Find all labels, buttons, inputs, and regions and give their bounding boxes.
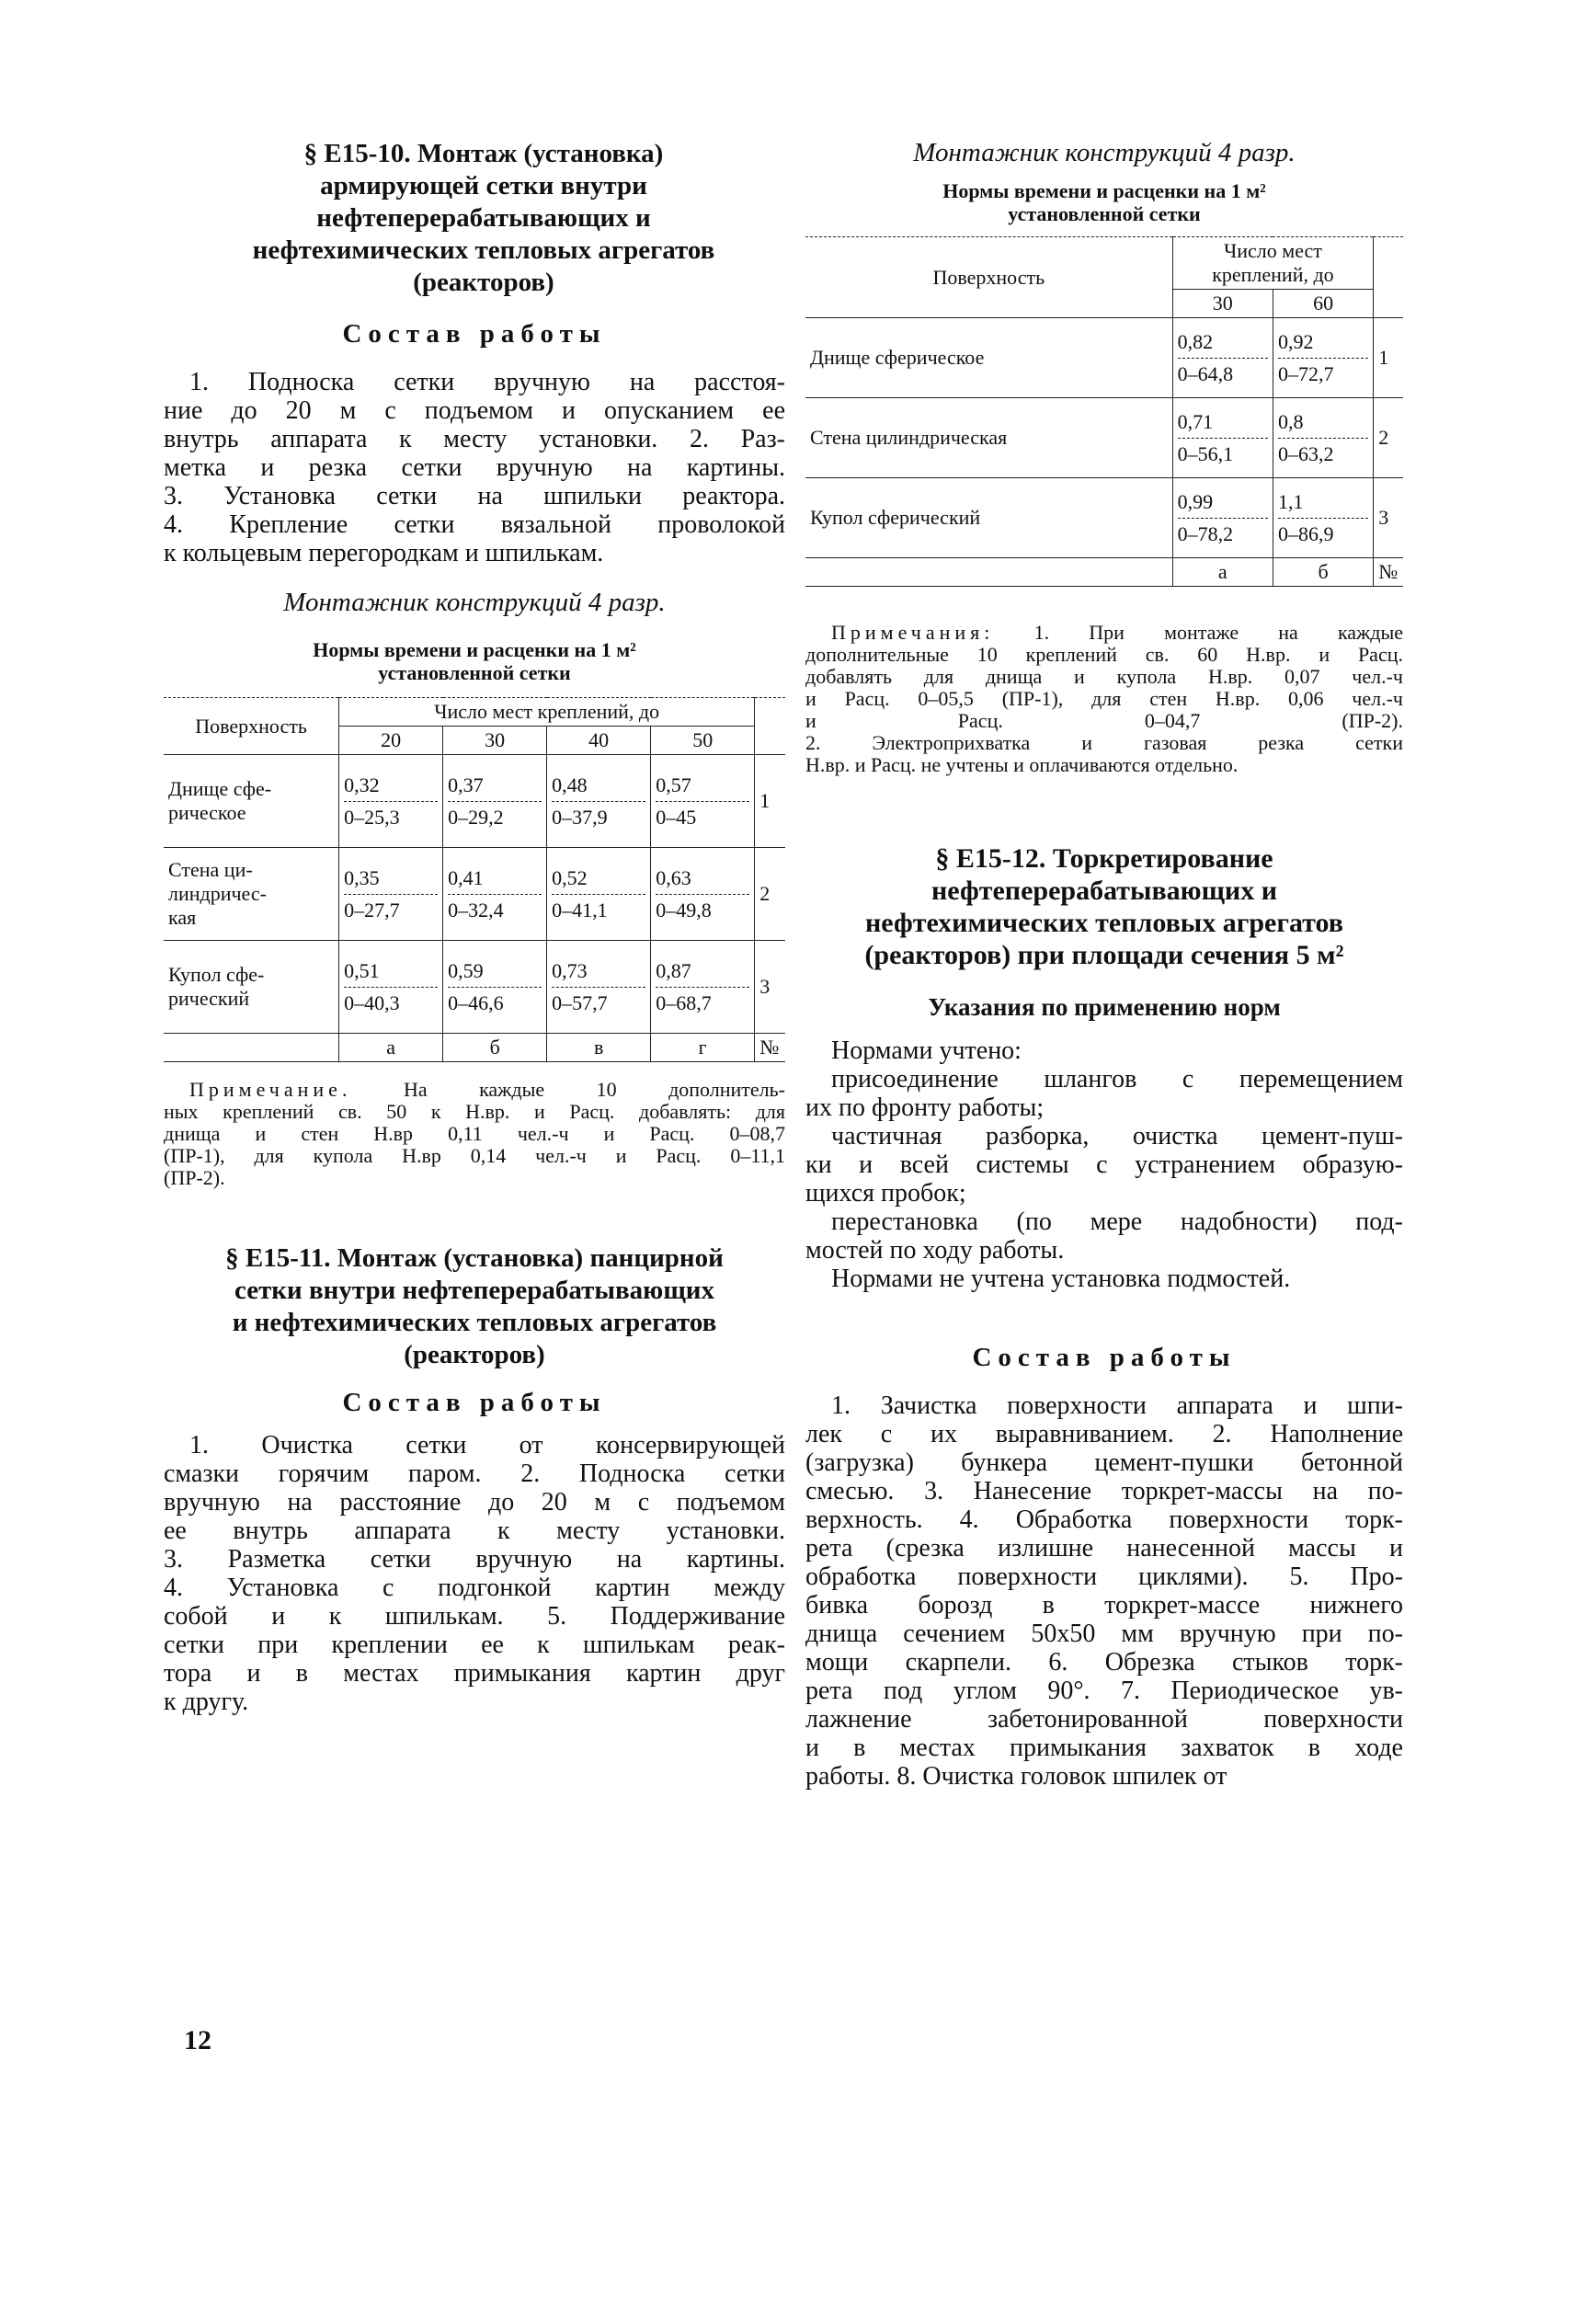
norms-table (805, 236, 1403, 587)
footer-number-sign: № (1374, 558, 1403, 587)
time-norm: 0,32 (344, 773, 380, 796)
text-line: нефтехимических тепловых агрегатов (865, 908, 1343, 938)
text-line: и Расц. 0–04,7 (ПР-2). (805, 709, 1403, 732)
value-cell (339, 941, 443, 1034)
header-col: 30 (443, 727, 547, 755)
text-line: и нефтехимических тепловых агрегатов (232, 1308, 717, 1337)
note-line (164, 1079, 785, 1101)
table-row (164, 848, 785, 941)
rate: 0–72,7 (1278, 358, 1368, 386)
table-row (805, 478, 1403, 558)
section-e15-12-sostav-heading: Состав работы (972, 1343, 1237, 1372)
text-line: (загрузка) бункера цемент-пушки бетонной (805, 1448, 1403, 1477)
rate: 0–41,1 (552, 894, 645, 922)
row-surface-name: Стена ци- линдричес- кая (164, 848, 339, 941)
text-line: сетки внутри нефтеперерабатывающих (234, 1276, 715, 1305)
section-e15-10-worker: Монтажник конструкций 4 разр. (283, 588, 666, 617)
text-line: рета (срезка излишне нанесенной массы и (805, 1534, 1403, 1563)
row-number: 1 (755, 755, 785, 848)
norms-table (164, 697, 785, 1062)
section-e15-12-work-text (805, 1391, 1403, 1791)
text-line: сетки при креплении ее к шпилькам реак- (164, 1631, 785, 1659)
time-norm: 1,1 (1277, 489, 1304, 513)
value-cell (1172, 478, 1273, 558)
time-norm: 0,92 (1277, 329, 1314, 353)
value-fraction (552, 866, 645, 922)
header-surface: Поверхность (805, 237, 1172, 318)
section-e15-10-work-text (164, 368, 785, 567)
text-line: собой и к шпилькам. 5. Поддерживание (164, 1602, 785, 1631)
table-row (164, 755, 785, 848)
row-number: 2 (755, 848, 785, 941)
text-line: нефтехимических тепловых агрегатов (252, 235, 715, 265)
text-line: (реакторов) (413, 268, 554, 297)
row-surface-name: Днище сфе- рическое (164, 755, 339, 848)
text-line: и в местах примыкания захваток в ходе (805, 1734, 1403, 1762)
text-line: 1. Подноска сетки вручную на расстоя- (189, 368, 785, 396)
section-e15-10-sostav-heading: Состав работы (342, 319, 607, 349)
value-fraction (344, 866, 438, 922)
value-cell (651, 848, 755, 941)
value-cell (1172, 318, 1273, 398)
text-line: Нормы времени и расценки на 1 м² (313, 638, 636, 661)
text-line: § Е15-12. Торкретирование (935, 843, 1273, 874)
table-e15-11 (805, 236, 1403, 587)
row-number: 2 (1374, 398, 1403, 478)
footer-col-letter: а (1172, 558, 1273, 587)
text-line: дополнительные 10 креплений св. 60 Н.вр. и Расц. (805, 643, 1403, 666)
text-line: ных креплений св. 50 к Н.вр. и Расц. добавлять: для (164, 1100, 785, 1123)
value-fraction (448, 959, 542, 1015)
section-e15-10-norms-heading (164, 638, 785, 684)
text-line: Нормы времени и расценки на 1 м² (942, 179, 1266, 202)
text-line: к другу. (164, 1688, 249, 1716)
text-line: 4. Крепление сетки вязальной проволокой (164, 510, 785, 539)
row-surface-name: Купол сфе- рический (164, 941, 339, 1034)
note-first-text: 1. При монтаже на каждые (1033, 621, 1404, 644)
header-fastenings-count: Число мест креплений, до (1172, 237, 1374, 290)
text-line: обработка поверхности циклями). 5. Про- (805, 1563, 1403, 1591)
rate: 0–32,4 (448, 894, 542, 922)
time-norm: 0,87 (656, 958, 691, 982)
text-line: 1. Очистка сетки от консервирующей (189, 1431, 785, 1460)
section-e15-11-title (164, 1242, 785, 1371)
text-line: днища и стен Н.вр 0,11 чел.-ч и Расц. 0–08,7 (164, 1122, 785, 1145)
time-norm: 0,71 (1177, 409, 1214, 433)
footer-col-letter: б (443, 1034, 547, 1062)
value-fraction (1278, 330, 1368, 386)
rate: 0–57,7 (552, 987, 645, 1015)
value-cell (547, 941, 651, 1034)
value-fraction (448, 773, 542, 830)
value-cell (651, 941, 755, 1034)
value-fraction (1178, 330, 1268, 386)
text-line: нефтеперерабатывающих и (316, 203, 651, 233)
rate: 0–64,8 (1178, 358, 1268, 386)
table-row (164, 941, 785, 1034)
instruction-line: перестановка (по мере надобности) под- (831, 1208, 1403, 1236)
left-column (164, 138, 785, 1716)
text-line: верхность. 4. Обработка поверхности торк- (805, 1505, 1403, 1534)
instruction-line: Нормами не учтена установка подмостей. (831, 1265, 1291, 1293)
value-cell (651, 755, 755, 848)
value-cell (339, 755, 443, 848)
page-number: 12 (184, 2025, 211, 2055)
value-fraction (1278, 410, 1368, 466)
text-line: (ПР-1), для купола Н.вр 0,14 чел.-ч и Расц. 0–11,1 (164, 1144, 785, 1167)
instruction-line: мостей по ходу работы. (805, 1236, 1065, 1265)
rate: 0–37,9 (552, 801, 645, 830)
section-e15-11-worker: Монтажник конструкций 4 разр. (913, 138, 1296, 167)
time-norm: 0,59 (448, 958, 484, 982)
value-cell (1172, 398, 1273, 478)
text-line: установленной сетки (378, 661, 571, 684)
table-row (805, 318, 1403, 398)
note-rest (164, 1101, 785, 1189)
row-number: 1 (1374, 318, 1403, 398)
text-line: Н.вр. и Расц. не учтены и оплачиваются отдельно. (805, 753, 1239, 776)
value-fraction (1178, 490, 1268, 546)
time-norm: 0,52 (552, 865, 588, 889)
instruction-line: Нормами учтено: (831, 1036, 1022, 1065)
value-fraction (552, 773, 645, 830)
note-label: Примечание. (189, 1078, 352, 1101)
value-cell (443, 755, 547, 848)
time-norm: 0,73 (552, 958, 588, 982)
text-line: 2. Электроприхватка и газовая резка сетки (805, 731, 1403, 754)
time-norm: 0,99 (1177, 489, 1214, 513)
value-fraction (656, 866, 749, 922)
table-e15-10 (164, 697, 785, 1062)
header-fastenings-count: Число мест креплений, до (339, 698, 755, 727)
right-column (805, 138, 1403, 1791)
row-surface-name: Днище сферическое (805, 318, 1172, 398)
instruction-line: щихся пробок; (805, 1179, 966, 1208)
row-number: 3 (755, 941, 785, 1034)
row-surface-name: Стена цилиндрическая (805, 398, 1172, 478)
text-line: лажнение забетонированной поверхности (805, 1705, 1403, 1734)
header-number-col (755, 698, 785, 755)
note-line (805, 622, 1403, 644)
time-norm: 0,63 (656, 865, 691, 889)
text-line: рета под углом 90°. 7. Периодическое ув- (805, 1677, 1403, 1705)
footer-col-letter: а (339, 1034, 443, 1062)
section-e15-12-instructions (805, 1036, 1403, 1293)
text-line: вручную на расстояние до 20 м с подъемом (164, 1488, 785, 1517)
instruction-line: ки и всей системы с устранением образую- (805, 1151, 1403, 1179)
value-fraction (1278, 490, 1368, 546)
value-fraction (656, 959, 749, 1015)
instruction-line: частичная разборка, очистка цемент-пуш- (831, 1122, 1403, 1151)
text-line: и Расц. 0–05,5 (ПР-1), для стен Н.вр. 0,06 чел.-ч (805, 687, 1403, 710)
footer-col-letter: в (547, 1034, 651, 1062)
text-line: мощи скарпели. 6. Обрезка стыков торк- (805, 1648, 1403, 1677)
value-fraction (656, 773, 749, 830)
text-line: § Е15-10. Монтаж (установка) (303, 139, 664, 168)
text-line: внутрь аппарата к месту установки. 2. Раз- (164, 425, 785, 453)
instruction-line: их по фронту работы; (805, 1093, 1045, 1122)
rate: 0–29,2 (448, 801, 542, 830)
header-col: 20 (339, 727, 443, 755)
rate: 0–40,3 (344, 987, 438, 1015)
value-fraction (448, 866, 542, 922)
value-cell (1273, 478, 1373, 558)
text-line: к кольцевым перегородкам и шпилькам. (164, 539, 604, 567)
value-cell (547, 848, 651, 941)
instruction-line: присоединение шлангов с перемещением (831, 1065, 1403, 1093)
rate: 0–49,8 (656, 894, 749, 922)
text-line: метка и резка сетки вручную на картины. (164, 453, 785, 482)
rate: 0–78,2 (1178, 518, 1268, 546)
table-e15-10-note (164, 1079, 785, 1189)
text-line: работы. 8. Очистка головок шпилек от (805, 1762, 1227, 1791)
value-cell (443, 848, 547, 941)
text-line: § Е15-11. Монтаж (установка) панцирной (225, 1243, 724, 1273)
time-norm: 0,37 (448, 773, 484, 796)
time-norm: 0,57 (656, 773, 691, 796)
value-cell (1273, 398, 1373, 478)
value-cell (339, 848, 443, 941)
note-first-text: На каждые 10 дополнитель- (403, 1078, 785, 1101)
value-cell (1273, 318, 1373, 398)
row-number: 3 (1374, 478, 1403, 558)
text-line: смесью. 3. Нанесение торкрет-массы на по- (805, 1477, 1403, 1505)
header-col: 60 (1273, 290, 1373, 318)
header-col: 50 (651, 727, 755, 755)
footer-col-letter: г (651, 1034, 755, 1062)
text-line: (ПР-2). (164, 1166, 225, 1189)
header-col: 40 (547, 727, 651, 755)
table-e15-11-note (805, 622, 1403, 776)
time-norm: 0,48 (552, 773, 588, 796)
text-line: смазки горячим паром. 2. Подноска сетки (164, 1460, 785, 1488)
text-line: бивка борозд в торкрет-массе нижнего (805, 1591, 1403, 1620)
text-line: лек с их выравниванием. 2. Наполнение (805, 1420, 1403, 1448)
time-norm: 0,8 (1277, 409, 1304, 433)
rate: 0–86,9 (1278, 518, 1368, 546)
text-line: (реакторов) (404, 1340, 545, 1369)
text-line: днища сечением 50х50 мм вручную при по- (805, 1620, 1403, 1648)
section-e15-11-work-text (164, 1431, 785, 1716)
rate: 0–45 (656, 801, 749, 830)
value-fraction (1178, 410, 1268, 466)
text-line: 3. Разметка сетки вручную на картины. (164, 1545, 785, 1574)
note-rest (805, 644, 1403, 776)
text-line: ние до 20 м с подъемом и опусканием ее (164, 396, 785, 425)
time-norm: 0,82 (1177, 329, 1214, 353)
table-row (805, 398, 1403, 478)
text-line: армирующей сетки внутри (320, 171, 647, 200)
footer-blank (164, 1034, 339, 1062)
footer-number-sign: № (755, 1034, 785, 1062)
text-line: (реакторов) при площади сечения 5 м² (864, 940, 1344, 970)
rate: 0–46,6 (448, 987, 542, 1015)
header-col: 30 (1172, 290, 1273, 318)
value-cell (443, 941, 547, 1034)
rate: 0–27,7 (344, 894, 438, 922)
text-line: ее внутрь аппарата к месту установки. (164, 1517, 785, 1545)
rate: 0–56,1 (1178, 438, 1268, 466)
rate: 0–68,7 (656, 987, 749, 1015)
section-e15-11-norms-heading (805, 179, 1403, 225)
text-line: 4. Установка с подгонкой картин между (164, 1574, 785, 1602)
section-e15-12-instructions-heading: Указания по применению норм (928, 993, 1281, 1021)
section-e15-12-title (805, 842, 1403, 971)
row-surface-name: Купол сферический (805, 478, 1172, 558)
section-e15-10-title (164, 138, 785, 299)
time-norm: 0,35 (344, 865, 380, 889)
rate: 0–63,2 (1278, 438, 1368, 466)
text-line: установленной сетки (1008, 202, 1201, 225)
time-norm: 0,41 (448, 865, 484, 889)
section-e15-11-sostav-heading: Состав работы (342, 1388, 607, 1417)
note-label: Примечания: (831, 621, 995, 644)
value-fraction (344, 959, 438, 1015)
value-cell (547, 755, 651, 848)
header-number-col (1374, 237, 1403, 318)
time-norm: 0,51 (344, 958, 380, 982)
header-surface: Поверхность (164, 698, 339, 755)
footer-blank (805, 558, 1172, 587)
text-line: тора и в местах примыкания картин друг (164, 1659, 785, 1688)
footer-col-letter: б (1273, 558, 1373, 587)
text-line: добавлять для днища и купола Н.вр. 0,07 чел.-ч (805, 665, 1403, 688)
text-line: 3. Установка сетки на шпильки реактора. (164, 482, 785, 510)
text-line: 1. Зачистка поверхности аппарата и шпи- (831, 1391, 1403, 1420)
text-line: нефтеперерабатывающих и (931, 876, 1277, 906)
value-fraction (344, 773, 438, 830)
rate: 0–25,3 (344, 801, 438, 830)
value-fraction (552, 959, 645, 1015)
